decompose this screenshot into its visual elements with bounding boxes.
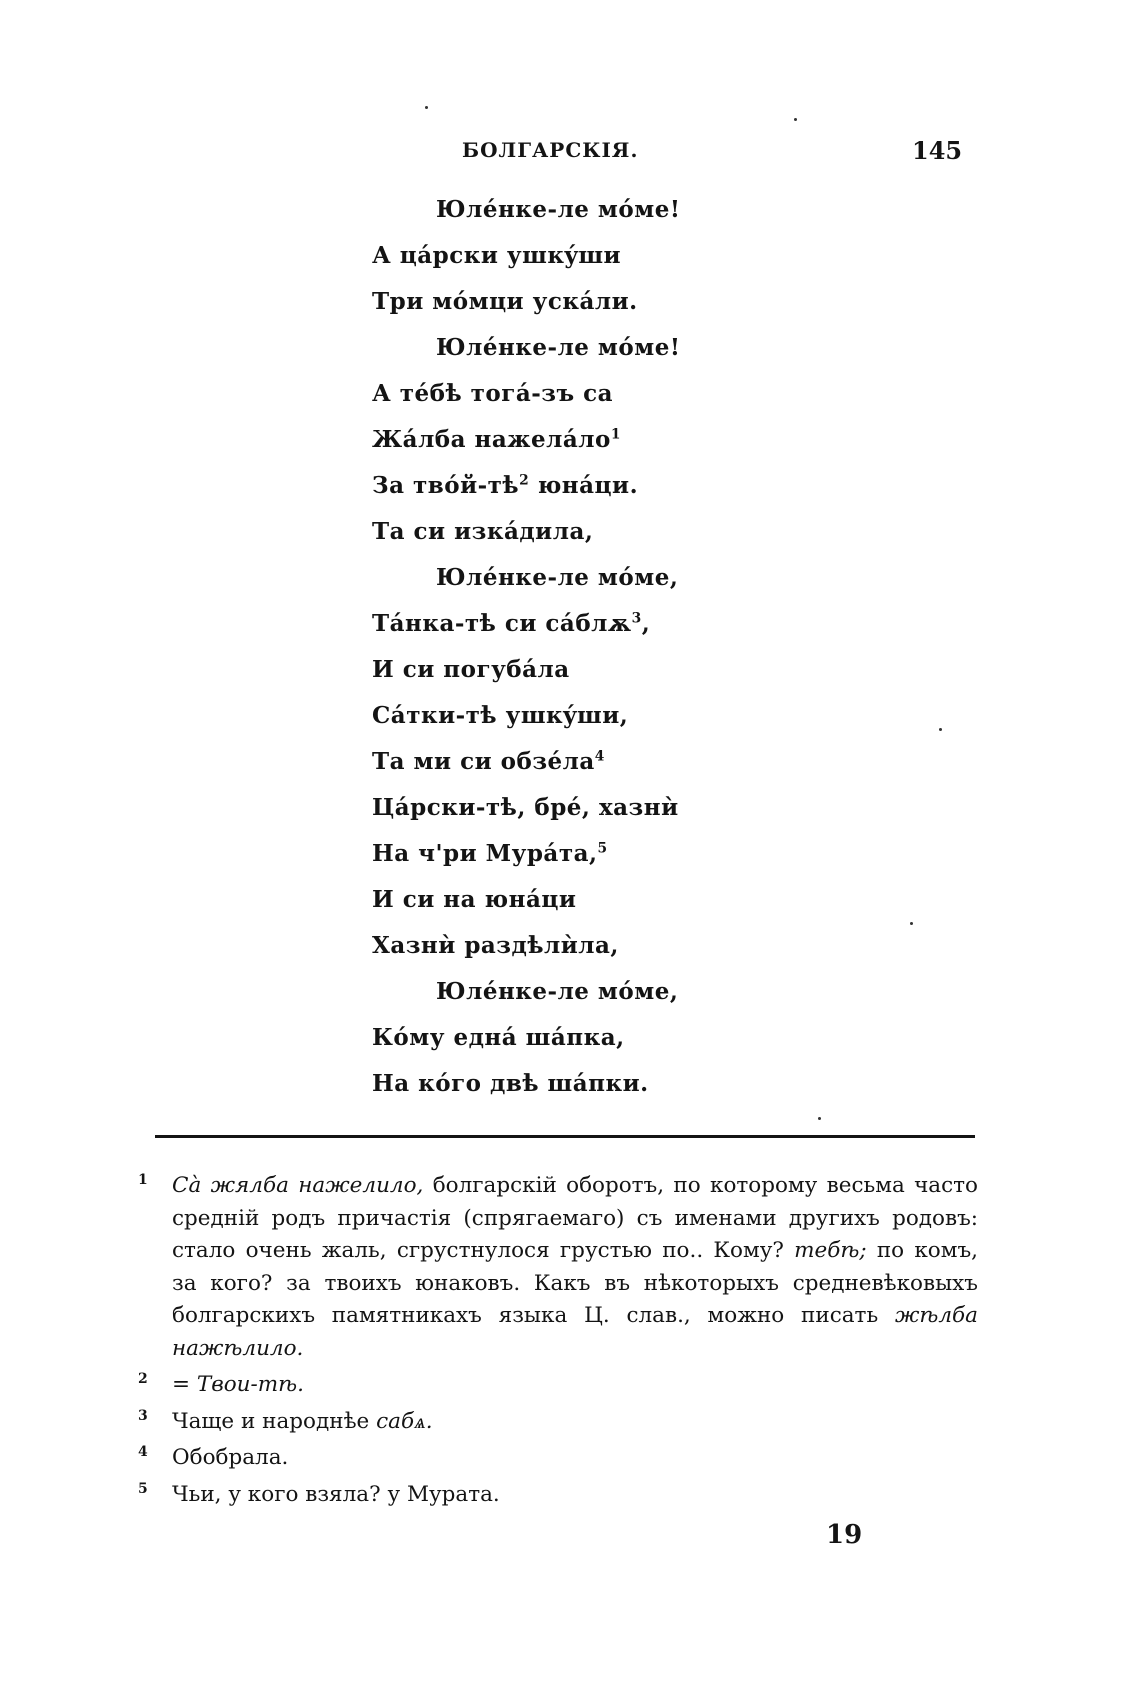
verse-line	[436, 196, 680, 223]
scan-speck	[818, 1117, 821, 1120]
verse-line	[372, 518, 593, 545]
scan-speck	[939, 728, 942, 731]
verse-line	[372, 242, 621, 269]
scan-speck	[910, 922, 913, 925]
footnotes	[138, 1170, 978, 1515]
verse-text: Три мóмци ускáли.	[372, 288, 638, 315]
footnote	[138, 1406, 978, 1439]
verse-tail: ,	[641, 610, 651, 637]
footnote-text: Cà жялба нажелило,	[172, 1173, 424, 1198]
verse-line	[372, 840, 608, 867]
page-number: 145	[912, 136, 963, 165]
verse-text: И си погубáла	[372, 656, 570, 683]
verse-line	[372, 702, 628, 729]
running-title: БОЛГАРСКІЯ.	[462, 138, 639, 162]
verse-text: Кóму една́ шáпка,	[372, 1024, 625, 1051]
verse-line	[372, 426, 621, 453]
footnote-number: 3	[138, 1407, 148, 1424]
verse-text: Та ми си обзéла	[372, 748, 595, 775]
verse-line	[436, 564, 678, 591]
verse-line	[372, 288, 638, 315]
verse-line	[372, 1024, 625, 1051]
footnote-ref: 4	[594, 748, 605, 765]
footnote	[138, 1479, 978, 1512]
verse-text: А цáрски ушкýши	[372, 242, 622, 269]
verse-text: На кóго двѣ шáпки.	[372, 1070, 649, 1097]
verse-text: Юлéнке-ле мóме,	[436, 978, 679, 1005]
footnote-text: жѣлба нажѣлило.	[172, 1303, 978, 1361]
footnote	[138, 1442, 978, 1475]
verse-line	[372, 886, 576, 913]
verse-line	[372, 748, 605, 775]
footnote-ref: 5	[597, 840, 608, 857]
footnote-rule	[155, 1135, 975, 1138]
footnote-text: тебѣ;	[794, 1238, 867, 1263]
verse-text: И си на юнáци	[372, 886, 577, 913]
verse-text: Та си изкáдила,	[372, 518, 594, 545]
footnote-text: сабѧ.	[376, 1408, 433, 1434]
footnote-number: 4	[138, 1444, 148, 1460]
footnote-text: Обобрала.	[172, 1445, 289, 1470]
footnote-text: =	[172, 1372, 197, 1397]
scan-speck	[425, 106, 428, 109]
footnote	[138, 1369, 978, 1402]
footnote-text: Чьи, у кого взяла? у Мурата.	[172, 1481, 500, 1507]
verse-line	[372, 794, 679, 821]
verse-text: Тáнка-тѣ си сáблѫ	[372, 610, 632, 637]
footnote-text: Чаще и народнѣе	[172, 1408, 377, 1434]
scan-speck	[794, 118, 797, 121]
footnote-text: болгарскій оборотъ, по которому весьма часто средній родъ причастія (спрягаемаго) съ именами другихъ родовъ: стало очень жаль, сгрустнулося грустью по.. Кому?	[172, 1173, 978, 1263]
verse-line	[372, 472, 638, 499]
footnote-number: 2	[138, 1371, 148, 1387]
footnote-ref: 1	[610, 426, 621, 443]
verse-text: Хазнѝ раздѣлѝла,	[372, 932, 619, 959]
verse-text: Юлéнке-ле мóме!	[436, 334, 681, 361]
verse-text: А тéбѣ тогá-зъ са	[372, 380, 614, 407]
verse-line	[372, 656, 570, 683]
verse-line	[372, 1070, 649, 1097]
footnote-text: по комъ, за кого? за твоихъ юнаковъ. Какъ въ нѣкоторыхъ средневѣковыхъ болгарскихъ памятникахъ языка Ц. слав., можно писать	[172, 1238, 978, 1328]
verse-text: На ч'ри Мурáта,	[372, 840, 598, 867]
footnote-ref: 3	[631, 610, 642, 627]
verse-text: Цáрски-тѣ, бре́, хазнѝ	[372, 794, 679, 821]
verse-line	[372, 610, 650, 637]
verse-text: Юлéнке-ле мóме,	[436, 564, 679, 591]
verse-text: Жáлба нажелáло	[372, 426, 611, 453]
footnote	[138, 1170, 978, 1365]
verse-line	[436, 334, 680, 361]
verse-text: Сáтки-тѣ ушкýши,	[372, 702, 629, 729]
verse-line	[372, 932, 619, 959]
signature-mark: 19	[826, 1520, 863, 1550]
verse-line	[372, 380, 613, 407]
verse-text: За твóй-тѣ	[372, 472, 520, 499]
footnote-number: 5	[138, 1480, 148, 1497]
footnote-ref: 2	[519, 472, 530, 489]
footnote-number: 1	[138, 1172, 148, 1188]
verse-line	[436, 978, 678, 1005]
footnote-text: Твои-тѣ.	[196, 1372, 304, 1397]
verse-tail: юнáци.	[529, 472, 639, 499]
verse-text: Юлéнке-ле мóме!	[436, 196, 681, 223]
